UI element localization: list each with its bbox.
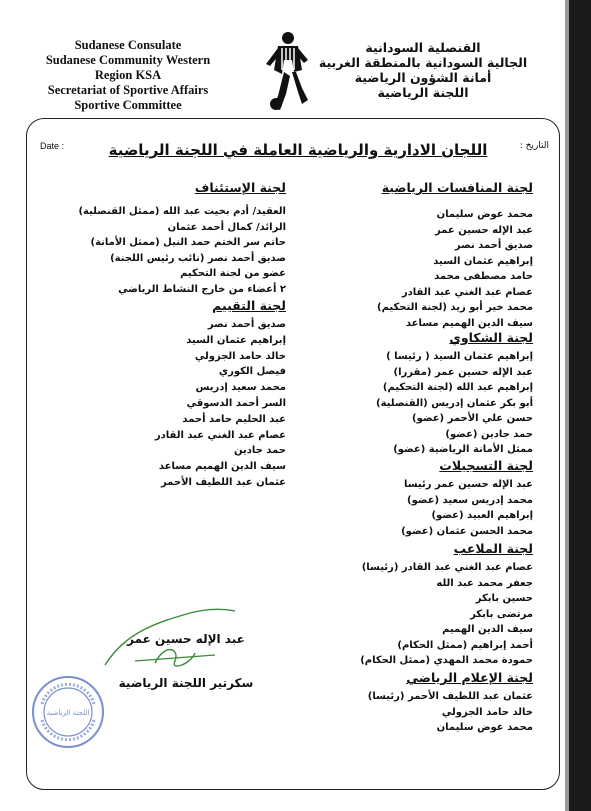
list-item: حمد جادين (عضو) xyxy=(445,428,533,440)
list-item: عبد الإله حسين عمر xyxy=(434,224,533,236)
list-item: عثمان عبد اللطيف الأحمر xyxy=(160,476,286,488)
list-item: إبراهيم عبد الله (لجنة التحكيم) xyxy=(382,382,533,393)
list-item: محمد الحسن عثمان (عضو) xyxy=(401,525,533,537)
letterhead-line: Sudanese Community Western xyxy=(45,53,211,67)
list-item: محمد سعيد إدريس xyxy=(195,382,286,394)
section-heading: لجنة الإعلام الرياضي xyxy=(406,670,533,685)
footballer-logo-icon xyxy=(258,30,314,116)
english-letterhead xyxy=(28,38,228,113)
letterhead-line: القنصلية السودانية xyxy=(365,40,481,55)
section-heading: لجنة المنافسات الرياضية xyxy=(381,180,533,195)
section-heading: لجنة الإستئناف xyxy=(194,180,286,195)
list-item: عبد الإله حسين عمر رئيسا xyxy=(403,479,533,490)
list-item: حامد مصطفى محمد xyxy=(434,271,533,282)
list-item: خالد حامد الجزولي xyxy=(194,350,286,362)
list-item: إبراهيم عثمان السيد xyxy=(433,255,533,267)
page-edge-shadow xyxy=(565,0,569,811)
member-list xyxy=(76,204,286,297)
list-item: فيصل الكوري xyxy=(218,366,286,378)
arabic-letterhead xyxy=(313,40,533,100)
list-item: عصام عبد الغني عبد القادر xyxy=(401,286,533,298)
list-item: إبراهيم عثمان السيد ( رئيسا ) xyxy=(386,351,533,362)
list-item: العقيد/ أدم بخيت عبد الله (ممثل القنصلية) xyxy=(78,206,286,217)
committee-section xyxy=(76,180,286,195)
letterhead-line: Secretariat of Sportive Affairs xyxy=(47,83,209,97)
list-item: محمد عوض سليمان xyxy=(436,209,533,220)
letterhead-line: أمانة الشؤون الرياضية xyxy=(354,70,492,85)
list-item: ممثل الأمانة الرياضية (عضو) xyxy=(393,444,533,455)
list-item: عصام عبد الغني عبد القادر (رئيسا) xyxy=(361,562,533,573)
committee-section xyxy=(303,458,533,473)
letterhead-line: Sudanese Consulate xyxy=(74,38,182,52)
list-item: إبراهيم عثمان السيد xyxy=(186,334,286,346)
list-item: إبراهيم العبيد (عضو) xyxy=(431,510,533,521)
letterhead-line: الجالية السودانية بالمنطقة الغربية xyxy=(318,55,528,70)
list-item: حسن علي الأحمر (عضو) xyxy=(412,413,533,424)
list-item: سيف الدين الهميم xyxy=(442,624,533,635)
signatory-name: عبد الإله حسين عمر xyxy=(127,632,245,646)
member-list xyxy=(303,689,533,736)
page-title: اللجان الادارية والرياضية العاملة في اللجنة الرياضية xyxy=(108,141,488,159)
list-item: الرائد/ كمال أحمد عثمان xyxy=(167,221,286,233)
member-list xyxy=(303,349,533,458)
committee-section xyxy=(303,180,533,195)
list-item: جعفر محمد عبد الله xyxy=(436,577,533,589)
list-item: صديق أحمد نصر (نائب رئيس اللجنة) xyxy=(110,252,286,264)
list-item: حمد جادين xyxy=(233,445,286,457)
section-heading: لجنة التقييم xyxy=(212,298,286,313)
list-item: محمد عوض سليمان xyxy=(436,722,533,733)
list-item: حمودة محمد المهدي (ممثل الحكام) xyxy=(360,655,533,666)
list-item: خالد حامد الجزولي xyxy=(441,706,533,718)
section-heading: لجنة الملاعب xyxy=(453,541,533,556)
date-label-en: Date : xyxy=(40,141,65,151)
letterhead-line: Region KSA xyxy=(94,68,162,82)
signatory-role: سكرتير اللجنة الرياضية xyxy=(118,676,254,690)
letterhead-line: اللجنة الرياضية xyxy=(377,85,469,100)
list-item: عبد الحليم حامد أحمد xyxy=(182,413,286,425)
committee-section xyxy=(303,670,533,685)
committee-section xyxy=(76,298,286,313)
member-list xyxy=(303,477,533,539)
section-heading: لجنة الشكاوي xyxy=(449,330,533,345)
list-item: حسين بابكر xyxy=(475,593,533,604)
list-item: سيف الدين الهميم مساعد xyxy=(405,317,533,329)
list-item: عبد الإله حسين عمر (مقررا) xyxy=(393,366,533,378)
member-list xyxy=(303,560,533,669)
list-item: أبو بكر عثمان إدريس (القنصلية) xyxy=(376,397,533,409)
section-heading: لجنة التسجيلات xyxy=(439,458,533,473)
list-item: ٢ أعضاء من خارج النشاط الرياضي xyxy=(118,283,286,295)
list-item: أحمد إبراهيم (ممثل الحكام) xyxy=(397,639,533,651)
list-item: صديق أحمد نصر xyxy=(207,319,286,330)
member-list xyxy=(303,207,533,331)
committee-section xyxy=(303,541,533,556)
list-item: عثمان عبد اللطيف الأحمر (رئيسا) xyxy=(367,691,533,702)
list-item: صديق أحمد نصر xyxy=(454,240,533,251)
list-item: عضو من لجنة التحكيم xyxy=(180,268,286,279)
list-item: سيف الدين الهميم مساعد xyxy=(158,461,286,473)
member-list xyxy=(76,317,286,491)
list-item: السر أحمد الدسوقي xyxy=(186,397,286,409)
committee-section xyxy=(303,330,533,345)
list-item: محمد إدريس سعيد (عضو) xyxy=(407,494,533,506)
stamp-text: اللجنة الرياضية xyxy=(46,709,90,717)
official-stamp-icon xyxy=(30,674,106,750)
list-item: مرتضى بابكر xyxy=(470,608,533,620)
letterhead-line: Sportive Committee xyxy=(74,98,182,112)
list-item: عصام عبد الغني عبد القادر xyxy=(154,429,286,441)
date-label-ar: التاريخ : xyxy=(519,141,549,151)
list-item: محمد خير أبو زيد (لجنة التحكيم) xyxy=(377,302,533,313)
list-item: حاتم سر الختم حمد النيل (ممثل الأمانة) xyxy=(90,237,286,248)
page-edge-dark xyxy=(569,0,591,811)
